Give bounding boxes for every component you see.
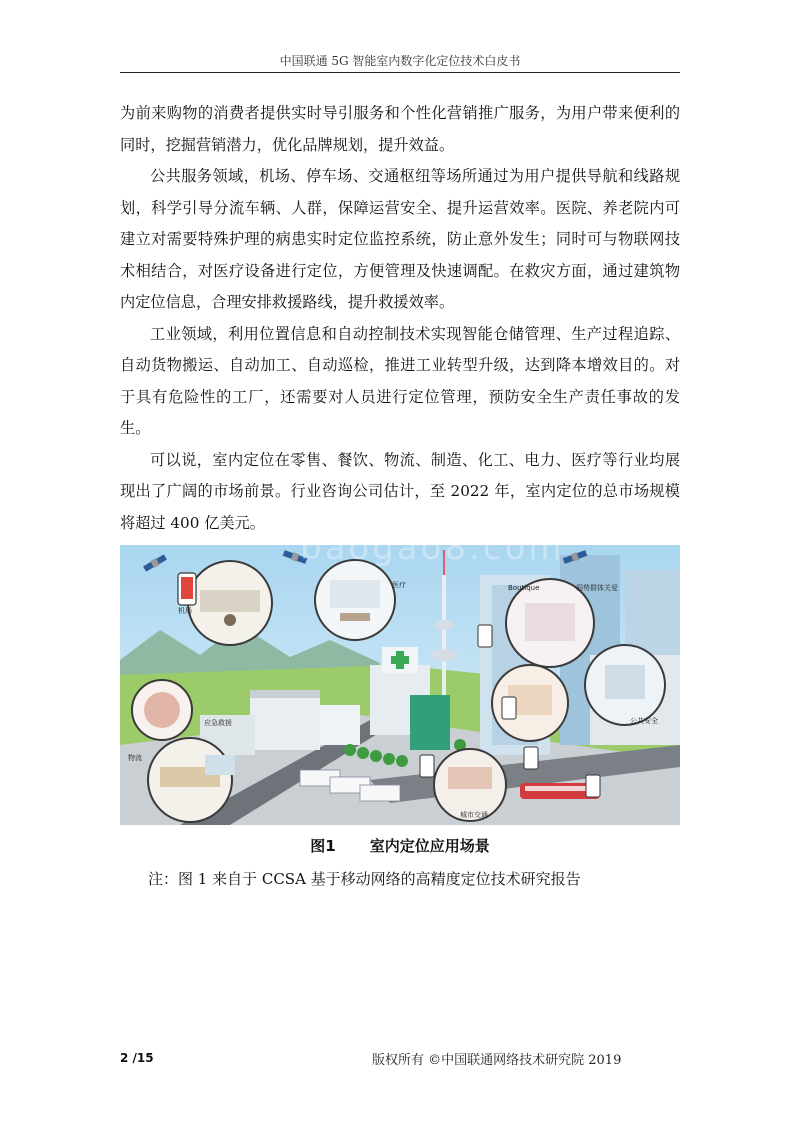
paragraph-market: 可以说，室内定位在零售、餐饮、物流、制造、化工、电力、医疗等行业均展现出了广阔的市场前景。行业咨询公司估计，至 2022 年，室内定位的总市场规模将超过 400 亿美元。	[120, 450, 680, 532]
scene-bubble-emergency	[132, 680, 192, 740]
paragraph-industry: 工业领域，利用位置信息和自动控制技术实现智能仓储管理、生产过程追踪、自动货物搬运、自动加工、自动巡检，推进工业转型升级，达到降本增效目的。对于具有危险性的工厂，还需要对人员进行定位管理，预防安全生产责任事故的发生。	[120, 324, 680, 437]
scene-bubble-vulnerable-care	[506, 579, 594, 667]
scene-bubble-medical	[315, 560, 395, 640]
figure-indoor-positioning-scenes	[120, 545, 680, 825]
label-city-transport: 城市交通	[460, 811, 488, 819]
copyright: 版权所有 ©中国联通网络技术研究院 2019	[372, 1053, 622, 1068]
paragraph-public-service: 公共服务领域，机场、停车场、交通枢纽等场所通过为用户提供导航和线路规划，科学引导分流车辆、人群，保障运营安全、提升运营效率。医院、养老院内可建立对需要特殊护理的病患实时定位监控系统，防止意外发生；同时可与物联网技术相结合，对医疗设备进行定位，方便管理及快速调配。在救灾方面，通过建筑物内定位信息，合理安排救援路线，提升救援效率。	[120, 167, 680, 311]
page-header: 中国联通 5G 智能室内数字化定位技术白皮书	[279, 54, 521, 68]
body-text	[120, 98, 680, 539]
phone-airport	[178, 573, 196, 605]
paragraph-retail: 为前来购物的消费者提供实时导引服务和个性化营销推广服务，为用户带来便利的同时，挖掘营销潜力，优化品牌规划，提升效益。	[120, 104, 680, 154]
figure-number: 图1	[310, 837, 336, 855]
label-emergency: 应急救援	[204, 719, 232, 727]
label-medical: 医疗	[392, 581, 406, 589]
label-logistics: 物流	[128, 754, 142, 762]
label-public-safety: 公共安全	[630, 717, 658, 725]
header-divider	[120, 72, 680, 73]
label-vulnerable-care: 弱势群体关爱	[576, 584, 618, 592]
scene-illustration	[120, 545, 680, 825]
scene-bubble-public-safety	[585, 645, 665, 725]
figure-title: 室内定位应用场景	[369, 837, 490, 855]
label-boutique-sign: Boutique	[508, 584, 540, 592]
label-airport: 机场	[178, 607, 192, 615]
scene-bubble-airport	[188, 561, 272, 645]
page-number: 2 /15	[120, 1051, 154, 1065]
figure-note: 注：图 1 来自于 CCSA 基于移动网络的高精度定位技术研究报告	[148, 870, 581, 888]
watermark: baogao8.com	[300, 528, 565, 568]
figure-caption	[120, 835, 680, 856]
